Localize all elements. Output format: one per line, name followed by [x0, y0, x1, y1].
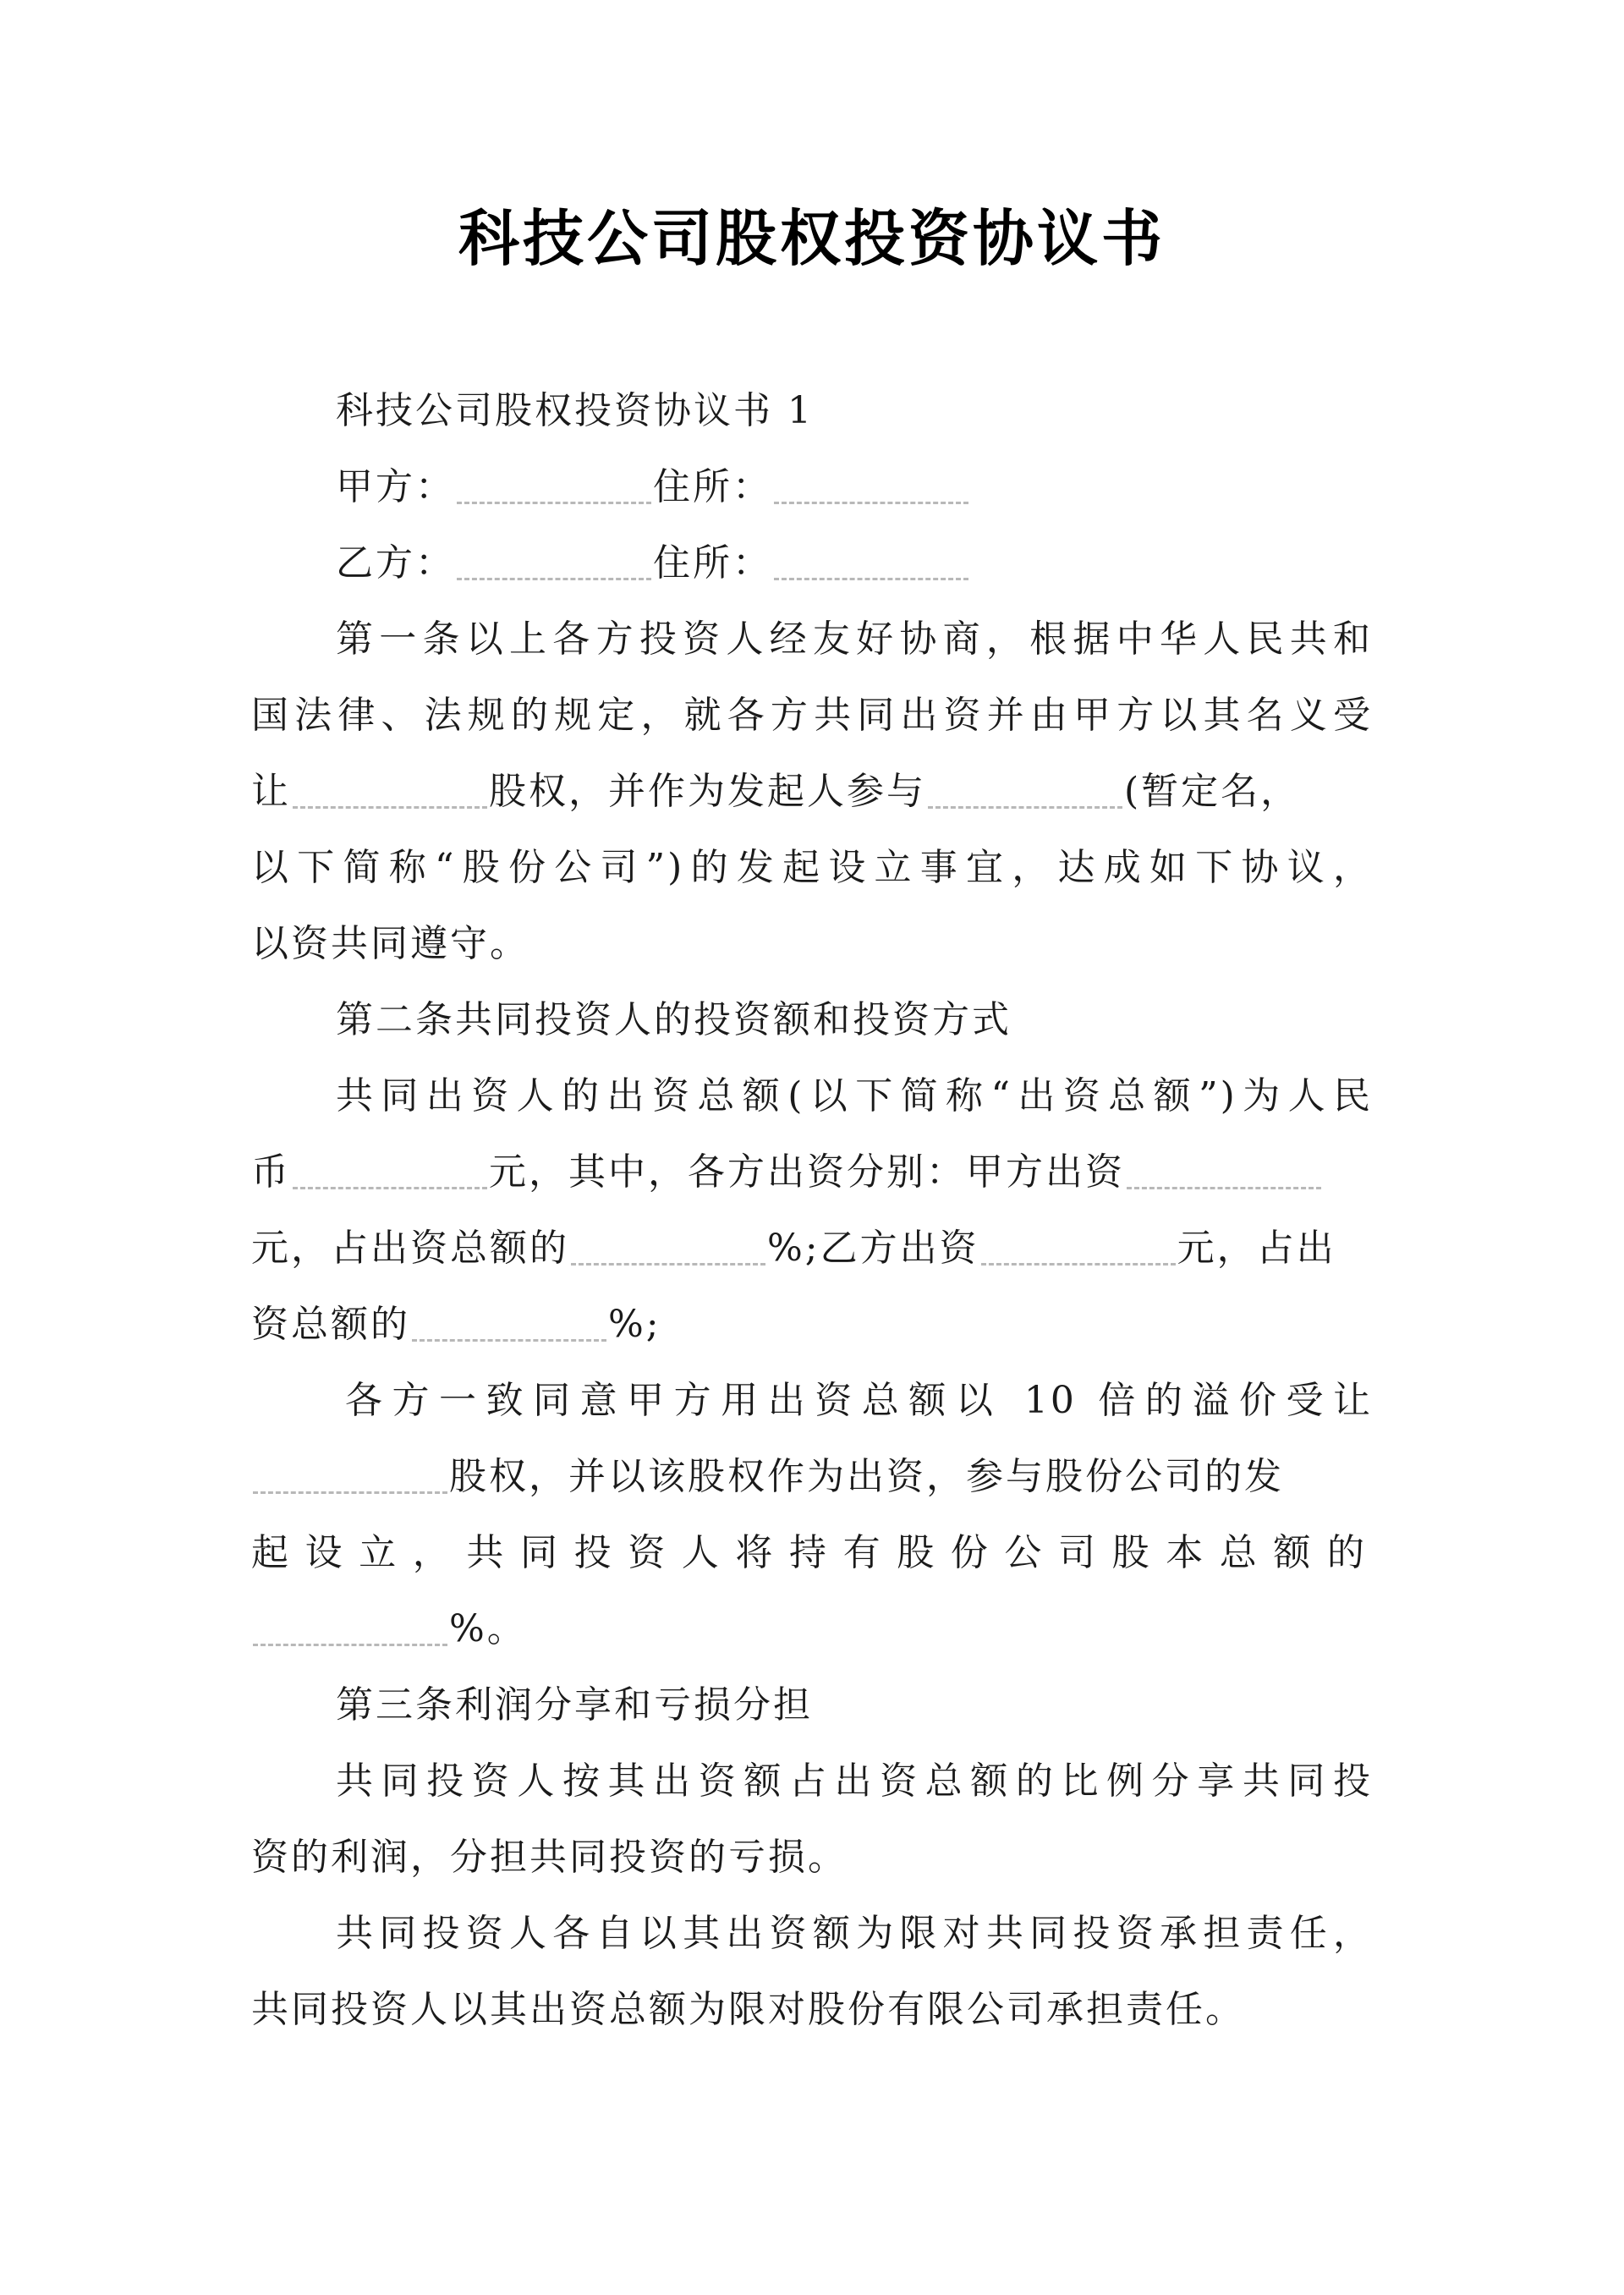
party-a-address-blank[interactable] — [774, 500, 968, 504]
text-segment: 各方一致同意甲方用出资总额以 10 倍的溢价受让 — [345, 1379, 1373, 1422]
party-b-row — [336, 525, 1373, 601]
text-segment: %; — [608, 1303, 661, 1346]
text-segment: 资总额的 — [251, 1303, 410, 1346]
article-2-line — [251, 1134, 1373, 1211]
text-segment: 元，其中，各方出资分别：甲方出资 — [489, 1150, 1125, 1194]
text-segment: 股权，并以该股权作为出资，参与股份公司的发 — [449, 1455, 1284, 1498]
article-2-line — [251, 1515, 1373, 1591]
article-2-line — [345, 1363, 1373, 1439]
article-2-line — [251, 1439, 1373, 1515]
text-segment: 共同投资人以其出资总额为限对股份有限公司承担责任。 — [251, 1988, 1245, 2031]
party-a-investment-blank[interactable] — [1127, 1185, 1321, 1189]
text-segment: 以资共同遵守。 — [251, 922, 529, 965]
text-segment: 共同出资人的出资总额(以下简称“出资总额”)为人民 — [336, 1074, 1373, 1117]
party-b-name-blank[interactable] — [457, 576, 651, 580]
article-2-line — [251, 1287, 1373, 1363]
text-segment: 元，占出 — [1177, 1227, 1336, 1270]
text-segment: 股权，并作为发起人参与 — [489, 770, 926, 813]
document-subtitle: 科技公司股权投资协议书 1 — [336, 389, 814, 432]
text-segment: (暂定名， — [1124, 770, 1301, 813]
article-3-line — [336, 1896, 1373, 1972]
text-segment: %;乙方出资 — [767, 1227, 979, 1270]
text-segment: 第一条以上各方投资人经友好协商，根据中华人民共和 — [336, 618, 1373, 661]
text-segment: 国法律、法规的规定，就各方共同出资并由甲方以其名义受 — [251, 694, 1373, 737]
text-segment: 共同投资人按其出资额占出资总额的比例分享共同投 — [336, 1760, 1373, 1803]
article-2-line — [336, 1058, 1373, 1134]
article-2-heading: 第二条共同投资人的投资额和投资方式 — [336, 998, 1012, 1041]
text-segment: 元，占出资总额的 — [251, 1227, 569, 1270]
article-2-line — [251, 1211, 1373, 1287]
article-1-line — [251, 906, 1373, 982]
text-segment: 币 — [251, 1150, 291, 1194]
party-a-label: 甲方： — [336, 465, 455, 508]
article-3-line — [251, 1972, 1373, 2048]
transfer-equity-blank[interactable] — [253, 1490, 447, 1494]
article-2-line — [251, 1591, 1373, 1667]
company-name-blank[interactable] — [928, 804, 1122, 809]
article-1-line — [251, 754, 1373, 830]
party-b-label: 乙方： — [336, 541, 455, 585]
document-title: 科技公司股权投资协议书 — [458, 203, 1166, 274]
party-b-address-label: 住所： — [653, 541, 772, 585]
article-1-line — [336, 601, 1373, 678]
party-b-investment-blank[interactable] — [981, 1261, 1176, 1266]
party-a-percent-blank[interactable] — [571, 1261, 765, 1266]
text-with-blanks — [251, 754, 1300, 830]
party-a-name-blank[interactable] — [457, 500, 651, 504]
text-segment: 起设立，共同投资人将持有股份公司股本总额的 — [251, 1531, 1373, 1574]
article-3-line — [336, 1743, 1373, 1820]
equity-target-blank[interactable] — [293, 804, 487, 809]
text-segment: %。 — [449, 1607, 527, 1650]
total-investment-blank[interactable] — [293, 1185, 487, 1189]
party-b-address-blank[interactable] — [774, 576, 968, 580]
text-segment: 以下简称“股份公司”)的发起设立事宜，达成如下协议， — [251, 846, 1373, 889]
share-capital-percent-blank[interactable] — [253, 1642, 447, 1646]
party-a-address-label: 住所： — [653, 465, 772, 508]
article-1-line — [251, 678, 1373, 754]
article-3-heading: 第三条利润分享和亏损分担 — [336, 1683, 813, 1727]
article-3-line — [251, 1820, 1373, 1896]
article-1-line — [251, 830, 1373, 906]
text-segment: 资的利润，分担共同投资的亏损。 — [251, 1836, 848, 1879]
text-segment: 让 — [251, 770, 291, 813]
party-b-percent-blank[interactable] — [412, 1337, 606, 1342]
text-segment: 共同投资人各自以其出资额为限对共同投资承担责任， — [336, 1912, 1373, 1955]
party-a-row — [336, 449, 1373, 525]
